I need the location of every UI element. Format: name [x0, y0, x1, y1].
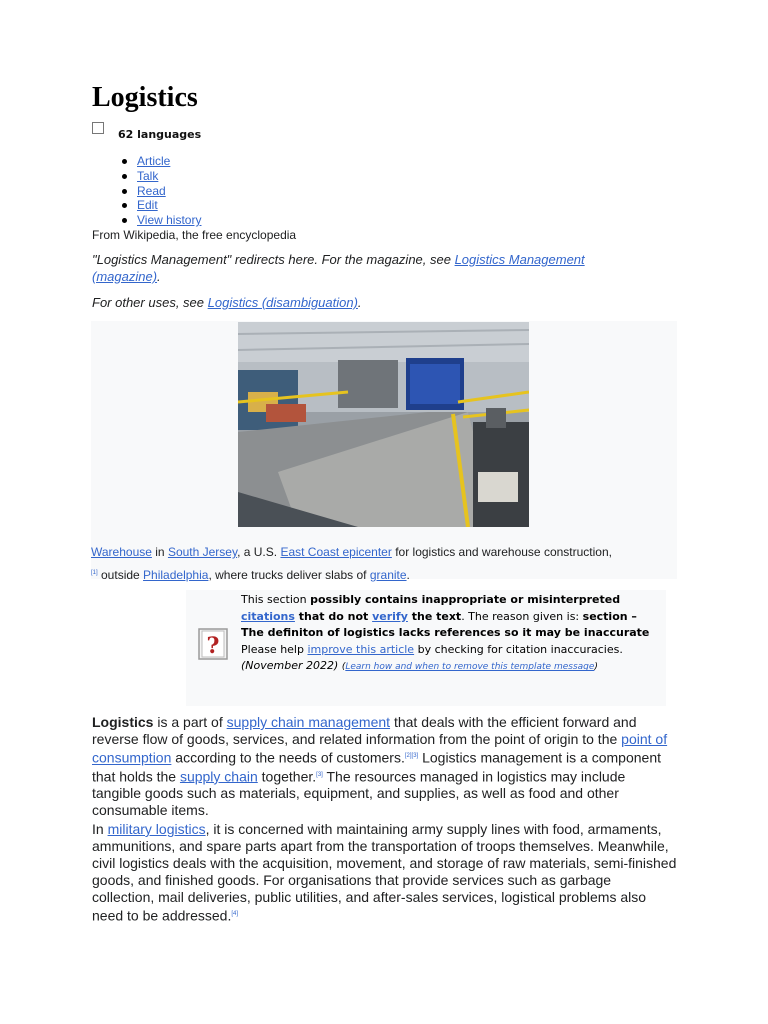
warning-text: This section possibly contains inappropriate or misinterpreted citations that do not verify the text. The reason given is: section – The definiton of logistics lacks references so it may be inaccurate Please help improve this article by checking for citation inaccuracies. (November 2022) (Learn how and when to remove this template message): [241, 593, 650, 673]
hatnote-text: For other uses, see: [92, 295, 208, 310]
warning-text-part: Please help: [241, 642, 308, 656]
second-paragraph: [92, 821, 677, 925]
link-citations[interactable]: citations: [241, 609, 295, 623]
hatnote-redirect: [92, 251, 652, 285]
tab-read[interactable]: [118, 184, 201, 199]
citation-link[interactable]: [4]: [231, 911, 239, 917]
body-text: according to the needs of customers.: [171, 749, 405, 766]
tab-article-label[interactable]: Article: [137, 154, 171, 168]
page-title: Logistics: [92, 82, 198, 113]
page-nav-list: [118, 154, 201, 228]
caption-text: , a U.S.: [237, 545, 281, 559]
warning-text-part: This section: [241, 593, 311, 606]
body-text: , it is concerned with maintaining army supply lines with food, armaments, ammunitions, and spare parts apart from the transportation of troops themselves. Meanwhile, civil logistics deals with the acquisition, movement, and storage of raw materials, semi-finished goods, and finished goods. For organisations that provide services such as garbage collection, mail deliveries, public utilities, and after-sales services, logistical problems also need to be addressed.: [92, 821, 677, 924]
link-improve-this-article[interactable]: improve this article: [307, 642, 415, 656]
link-verify[interactable]: verify: [372, 609, 408, 623]
link-supply-chain-management[interactable]: supply chain management: [226, 714, 391, 730]
body-text: Logistics management is a component that holds the: [92, 749, 662, 785]
tab-talk[interactable]: [118, 169, 201, 184]
hatnote-text: .: [357, 295, 362, 310]
tab-talk-label[interactable]: Talk: [137, 168, 159, 183]
citation-link[interactable]: [1]: [91, 570, 98, 576]
warning-text-part: by checking for citation inaccuracies.: [414, 642, 623, 656]
warning-text-part: . The reason given is:: [461, 609, 583, 623]
lead-figure: [91, 321, 677, 582]
tab-edit[interactable]: [118, 198, 201, 213]
link-remove-template[interactable]: Learn how and when to remove this template message: [345, 662, 595, 673]
body-text: is a part of: [153, 714, 227, 730]
link-supply-chain[interactable]: supply chain: [179, 768, 258, 785]
link-point-of-consumption[interactable]: point of consumption: [92, 731, 668, 766]
link-logistics-management-magazine[interactable]: Logistics Management (magazine): [92, 252, 585, 284]
link-warehouse[interactable]: Warehouse: [91, 545, 152, 559]
caption-text: .: [406, 568, 410, 582]
warning-text-bold: the text: [407, 609, 462, 623]
link-logistics-disambiguation[interactable]: Logistics (disambiguation): [207, 295, 358, 310]
tab-view-history-label[interactable]: View history: [137, 213, 202, 228]
caption-text: , where trucks deliver slabs of: [208, 568, 370, 582]
language-toggle-checkbox[interactable]: [92, 122, 104, 134]
warning-reason: section – The definiton of logistics lacks references so it may be inaccurate: [241, 609, 650, 640]
languages-button[interactable]: 62 languages: [118, 128, 202, 141]
article-subject: Logistics: [92, 714, 154, 730]
hatnote-text: "Logistics Management" redirects here. For the magazine, see: [92, 252, 455, 267]
warning-text-bold: that do not: [294, 609, 373, 623]
svg-text:?: ?: [206, 633, 220, 659]
caption-text: outside: [97, 568, 144, 582]
link-military-logistics[interactable]: military logistics: [107, 821, 206, 837]
link-south-jersey[interactable]: South Jersey: [167, 545, 238, 559]
citation-link[interactable]: [2][3]: [404, 753, 419, 759]
body-text: In: [92, 821, 108, 837]
citation-warning-box: [186, 590, 666, 706]
tab-read-label[interactable]: Read: [137, 183, 166, 198]
warehouse-photo[interactable]: [238, 322, 529, 527]
body-text: The resources managed in logistics may include tangible goods such as materials, equipment, and supplies, as well as food and other consumable items.: [92, 768, 626, 819]
lead-paragraph: [92, 714, 677, 819]
tab-edit-label[interactable]: Edit: [137, 198, 158, 213]
hatnote-text: .: [157, 269, 161, 284]
body-text: together.: [257, 768, 317, 785]
tab-view-history[interactable]: [118, 213, 201, 228]
warning-date: (November 2022): [241, 659, 339, 673]
caption-text: for logistics and warehouse construction,: [391, 545, 612, 559]
question-book-icon: [198, 628, 228, 660]
tab-article[interactable]: [118, 154, 201, 169]
site-tagline: From Wikipedia, the free encyclopedia: [92, 228, 297, 242]
caption-text: in: [151, 545, 168, 559]
body-text: that deals with the efficient forward and reverse flow of goods, services, and related information from the point of origin to the: [92, 714, 637, 747]
link-philadelphia[interactable]: Philadelphia: [143, 568, 209, 582]
hatnote-other-uses: [92, 294, 362, 311]
figure-caption: [91, 542, 677, 586]
link-east-coast-epicenter[interactable]: East Coast epicenter: [280, 545, 392, 559]
citation-link[interactable]: [3]: [316, 771, 323, 778]
warehouse-photo-image: [238, 322, 529, 527]
warning-text-bold: possibly contains inappropriate or misinterpreted: [310, 593, 621, 606]
link-granite[interactable]: granite: [369, 568, 407, 582]
